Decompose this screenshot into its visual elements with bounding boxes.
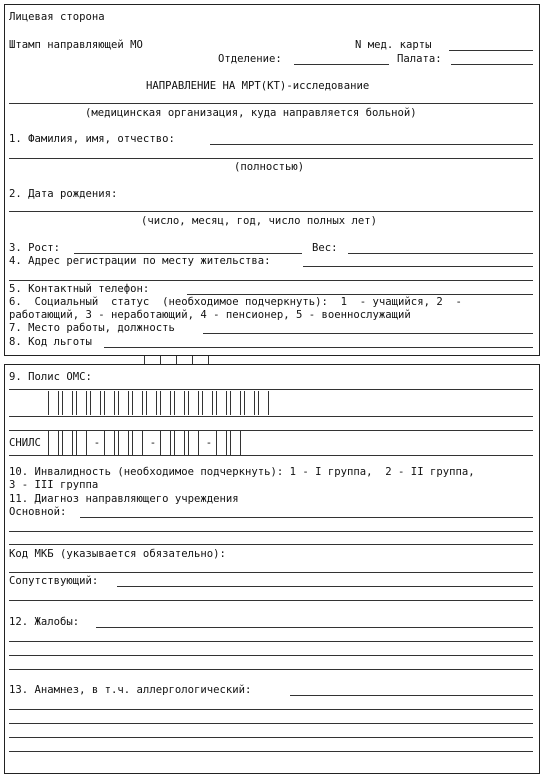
side-label: Лицевая сторона <box>9 11 105 23</box>
anamnesis-field-3[interactable] <box>9 723 533 724</box>
anamnesis-field[interactable] <box>290 695 533 696</box>
snils-cell[interactable] <box>118 431 129 455</box>
oms-cell[interactable] <box>62 391 73 415</box>
oms-cell[interactable] <box>258 391 269 415</box>
oms-cell[interactable] <box>104 391 115 415</box>
snils-grid[interactable] <box>48 431 244 455</box>
snils-dash: - <box>149 437 157 449</box>
social-status-line-2: работающий, 3 - неработающий, 4 - пенсионер, 5 - военнослужащий <box>9 309 411 321</box>
page-break-marks <box>144 356 224 364</box>
anamnesis-field-2[interactable] <box>9 709 533 710</box>
oms-policy-grid[interactable] <box>48 391 272 415</box>
snils-cell[interactable] <box>104 431 115 455</box>
complaints-field-2[interactable] <box>9 641 533 642</box>
address-field[interactable] <box>303 266 533 267</box>
organization-caption: (медицинская организация, куда направляется больной) <box>85 107 417 119</box>
concomitant-field-2[interactable] <box>9 600 533 601</box>
snils-bottom-line <box>9 455 533 456</box>
full-name-field[interactable] <box>210 144 533 145</box>
icd-code-label: Код МКБ (указывается обязательно): <box>9 548 226 560</box>
main-diagnosis-field-3[interactable] <box>9 544 533 545</box>
snils-dash: - <box>93 437 101 449</box>
oms-cell[interactable] <box>188 391 199 415</box>
concomitant-label: Сопутствующий: <box>9 575 99 587</box>
full-name-caption: (полностью) <box>234 161 305 173</box>
birth-date-field[interactable] <box>9 211 533 212</box>
department-field[interactable] <box>294 64 389 65</box>
full-name-field-2[interactable] <box>9 158 533 159</box>
phone-label: 5. Контактный телефон: <box>9 283 150 295</box>
icd-code-field[interactable] <box>9 572 533 573</box>
oms-policy-label: 9. Полис ОМС: <box>9 371 92 383</box>
department-label: Отделение: <box>218 53 282 65</box>
weight-label: Вес: <box>312 242 338 254</box>
oms-cell[interactable] <box>76 391 87 415</box>
oms-cell[interactable] <box>146 391 157 415</box>
stamp-label: Штамп направляющей МО <box>9 39 143 51</box>
ward-field[interactable] <box>451 64 533 65</box>
main-diagnosis-field[interactable] <box>80 517 533 518</box>
snils-cell[interactable] <box>230 431 241 455</box>
complaints-field[interactable] <box>96 627 533 628</box>
snils-cell[interactable] <box>62 431 73 455</box>
oms-cell[interactable] <box>48 391 59 415</box>
snils-label: СНИЛС <box>9 437 41 449</box>
snils-cell[interactable] <box>132 431 143 455</box>
anamnesis-label: 13. Анамнез, в т.ч. аллергологический: <box>9 684 252 696</box>
snils-cell[interactable] <box>48 431 59 455</box>
benefit-code-label: 8. Код льготы <box>9 336 92 348</box>
document-title: НАПРАВЛЕНИЕ НА МРТ(КТ)-исследование <box>146 80 370 92</box>
anamnesis-field-4[interactable] <box>9 737 533 738</box>
card-number-field[interactable] <box>449 50 533 51</box>
birth-date-label: 2. Дата рождения: <box>9 188 118 200</box>
oms-cell[interactable] <box>230 391 241 415</box>
snils-cell[interactable] <box>76 431 87 455</box>
disability-line-1: 10. Инвалидность (необходимое подчеркнуть): 1 - I группа, 2 - II группа, <box>9 466 475 478</box>
back-section-frame <box>4 364 540 774</box>
oms-cell[interactable] <box>90 391 101 415</box>
concomitant-field[interactable] <box>117 586 533 587</box>
oms-cell[interactable] <box>202 391 213 415</box>
card-number-label: N мед. карты <box>355 39 432 51</box>
weight-field[interactable] <box>348 253 533 254</box>
main-diagnosis-field-2[interactable] <box>9 531 533 532</box>
anamnesis-field-5[interactable] <box>9 751 533 752</box>
oms-cell[interactable] <box>160 391 171 415</box>
snils-cell[interactable] <box>174 431 185 455</box>
oms-top-line <box>9 389 533 390</box>
address-field-2[interactable] <box>9 280 533 281</box>
disability-line-2: 3 - III группа <box>9 479 99 491</box>
diagnosis-label: 11. Диагноз направляющего учреждения <box>9 493 239 505</box>
snils-dash: - <box>205 437 213 449</box>
oms-cell[interactable] <box>132 391 143 415</box>
birth-date-caption: (число, месяц, год, число полных лет) <box>141 215 377 227</box>
address-label: 4. Адрес регистрации по месту жительства: <box>9 255 271 267</box>
complaints-field-3[interactable] <box>9 655 533 656</box>
oms-cell[interactable] <box>216 391 227 415</box>
snils-cell[interactable] <box>160 431 171 455</box>
height-label: 3. Рост: <box>9 242 61 254</box>
workplace-label: 7. Место работы, должность <box>9 322 175 334</box>
oms-bottom-line <box>9 416 533 417</box>
main-diagnosis-label: Основной: <box>9 506 67 518</box>
social-status-line-1: 6. Социальный статус (необходимое подчеркнуть): 1 - учащийся, 2 - <box>9 296 462 308</box>
phone-field[interactable] <box>187 294 533 295</box>
organization-field[interactable] <box>9 103 533 104</box>
workplace-field[interactable] <box>203 333 533 334</box>
oms-cell[interactable] <box>118 391 129 415</box>
ward-label: Палата: <box>397 53 442 65</box>
complaints-label: 12. Жалобы: <box>9 616 80 628</box>
complaints-field-4[interactable] <box>9 669 533 670</box>
snils-cell[interactable] <box>216 431 227 455</box>
full-name-label: 1. Фамилия, имя, отчество: <box>9 133 175 145</box>
height-field[interactable] <box>74 253 302 254</box>
oms-cell[interactable] <box>174 391 185 415</box>
benefit-code-field[interactable] <box>104 347 533 348</box>
snils-cell[interactable] <box>188 431 199 455</box>
oms-cell[interactable] <box>244 391 255 415</box>
